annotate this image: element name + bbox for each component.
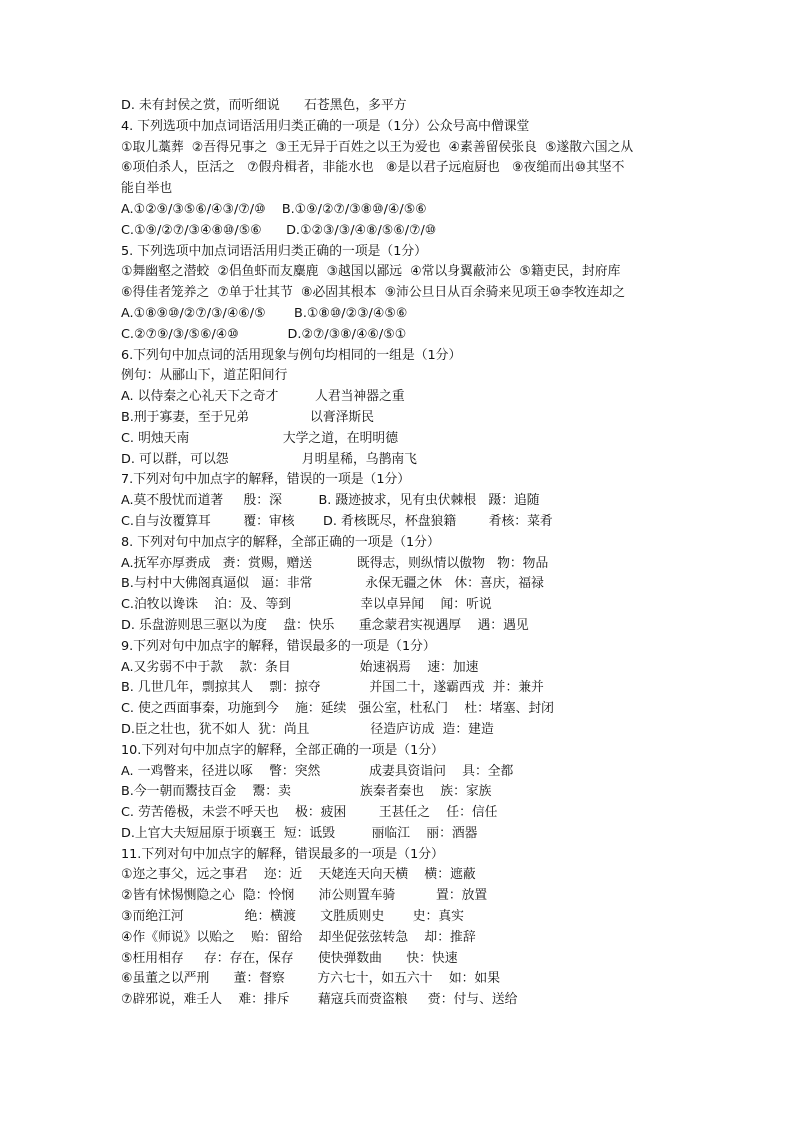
- text-line: ①取儿藁葬 ②吾得兄事之 ③王无异于百姓之以王为爱也 ④素善留侯张良 ⑤遂散六国之从: [121, 139, 634, 155]
- answer-option: A. 以侍秦之心礼天下之奇才 人君当神器之重: [121, 389, 405, 405]
- question-8-stem: 8. 下列对句中加点字的解释，全部正确的一项是（1分）: [121, 534, 440, 550]
- document-body: [121, 96, 681, 1011]
- answer-option: D.臣之壮也，犹不如人 犹：尚且 径造庐访成 造：建造: [121, 721, 494, 737]
- answer-options: C.自与汝覆算耳 覆：审核 D. 肴核既尽，杯盘狼籍 肴核：菜肴: [121, 513, 553, 529]
- example-sentence: 例句：从郦山下，道芷阳间行: [121, 368, 288, 384]
- numbered-item: ②皆有怵惕恻隐之心 隐：怜悯 沛公则置车骑 置：放置: [121, 888, 488, 904]
- text-line: ⑥项伯杀人，臣活之 ⑦假舟楫者，非能水也 ⑧是以君子远庖厨也 ⑨夜缒而出⑩其坚不: [121, 160, 625, 176]
- text-line: 能自举也: [121, 181, 173, 197]
- answer-option: A. 一鸡瞥来，径进以啄 瞥：突然 成妻具资诣问 具：全都: [121, 763, 514, 779]
- answer-option: B. 几世几年，剽掠其人 剽：掠夺 并国二十，遂霸西戎 并：兼并: [121, 680, 544, 696]
- answer-options: C.②⑦⑨/③/⑤⑥/④⑩ D.②⑦/③⑧/④⑥/⑤①: [121, 326, 407, 342]
- text-line: D. 未有封侯之赏，而听细说 石苍黑色，多平方: [121, 98, 407, 113]
- question-7-stem: 7.下列对句中加点字的解释，错误的一项是（1分）: [121, 472, 411, 488]
- answer-options: A.莫不殷忧而道著 殷：深 B. 蹑迹披求，见有虫伏棘根 蹑：追随: [121, 493, 540, 509]
- numbered-item: ⑥虽董之以严刑 董：督察 方六七十，如五六十 如：如果: [121, 971, 501, 987]
- question-11-stem: 11.下列对句中加点字的解释，错误最多的一项是（1分）: [121, 846, 444, 862]
- answer-option: C. 明烛天南 大学之道，在明明德: [121, 430, 398, 446]
- answer-option: D.上官大夫短屈原于顷襄王 短：诋毁 丽临江 丽：酒器: [121, 825, 478, 841]
- numbered-item: ⑦辟邪说，难壬人 难：排斥 藉寇兵而赍盗粮 赍：付与、送给: [121, 992, 518, 1008]
- numbered-item: ⑤枉用相存 存：存在，保存 使快弹数曲 快：快速: [121, 950, 458, 966]
- answer-option: B.今一朝而鬻技百金 鬻：卖 族秦者秦也 族：家族: [121, 784, 492, 800]
- text-line: ⑥得佳者笼养之 ⑦单于壮其节 ⑧必固其根本 ⑨沛公旦日从百余骑来见项王⑩李牧连却之: [121, 285, 626, 301]
- answer-option: D. 乐盘游则思三驱以为度 盘：快乐 重念蒙君实视遇厚 遇：遇见: [121, 617, 529, 633]
- answer-options: A.①⑧⑨⑩/②⑦/③/④⑥/⑤ B.①⑧⑩/②③/④⑤⑥: [121, 305, 408, 321]
- answer-option: C.泊牧以谗诛 泊：及、等到 幸以卓异闻 闻：听说: [121, 597, 492, 613]
- answer-option: C. 劳苦倦极，未尝不呼天也 极：疲困 王甚任之 任：信任: [121, 805, 498, 821]
- numbered-item: ①迩之事父，远之事君 迩：近 天姥连天向天横 横：遮蔽: [121, 867, 476, 883]
- answer-option: A.又劣弱不中于款 款：条目 始速祸焉 速：加速: [121, 659, 479, 675]
- numbered-item: ④作《师说》以贻之 贻：留给 却坐促弦弦转急 却：推辞: [121, 929, 476, 945]
- answer-options: C.①⑨/②⑦/③④⑧⑩/⑤⑥ D.①②③/③/④⑧/⑤⑥/⑦/⑩: [121, 222, 437, 238]
- question-6-stem: 6.下列句中加点词的活用现象与例句均相同的一组是（1分）: [121, 347, 462, 363]
- answer-option: A.抚军亦厚赉成 赉：赏赐，赠送 既得志，则纵情以傲物 物：物品: [121, 555, 549, 571]
- answer-option: D. 可以群，可以怨 月明星稀，乌鹊南飞: [121, 451, 417, 467]
- question-5-stem: 5. 下列选项中加点词语活用归类正确的一项是（1分）: [121, 243, 427, 259]
- answer-options: A.①②⑨/③⑤⑥/④③/⑦/⑩ B.①⑨/②⑦/③⑧⑩/④/⑤⑥: [121, 201, 427, 217]
- question-9-stem: 9.下列对句中加点字的解释，错误最多的一项是（1分）: [121, 638, 436, 654]
- text-line: ①舞幽壑之潜蛟 ②侣鱼虾而友麋鹿 ③越国以鄙远 ④常以身翼蔽沛公 ⑤籍吏民，封府库: [121, 264, 621, 280]
- answer-option: B.刑于寡妻，至于兄弟 以膏泽斯民: [121, 409, 375, 425]
- question-4-stem: 4. 下列选项中加点词语活用归类正确的一项是（1分）公众号高中僧课堂: [121, 118, 530, 134]
- numbered-item: ③而绝江河 绝：横渡 文胜质则史 史：真实: [121, 909, 464, 925]
- answer-option: B.与村中大佛阁真逼似 逼：非常 永保无疆之休 休：喜庆，福禄: [121, 576, 544, 592]
- question-10-stem: 10.下列对句中加点字的解释，全部正确的一项是（1分）: [121, 742, 444, 758]
- answer-option: C. 使之西面事秦，功施到今 施：延续 强公室，杜私门 杜：堵塞、封闭: [121, 701, 554, 717]
